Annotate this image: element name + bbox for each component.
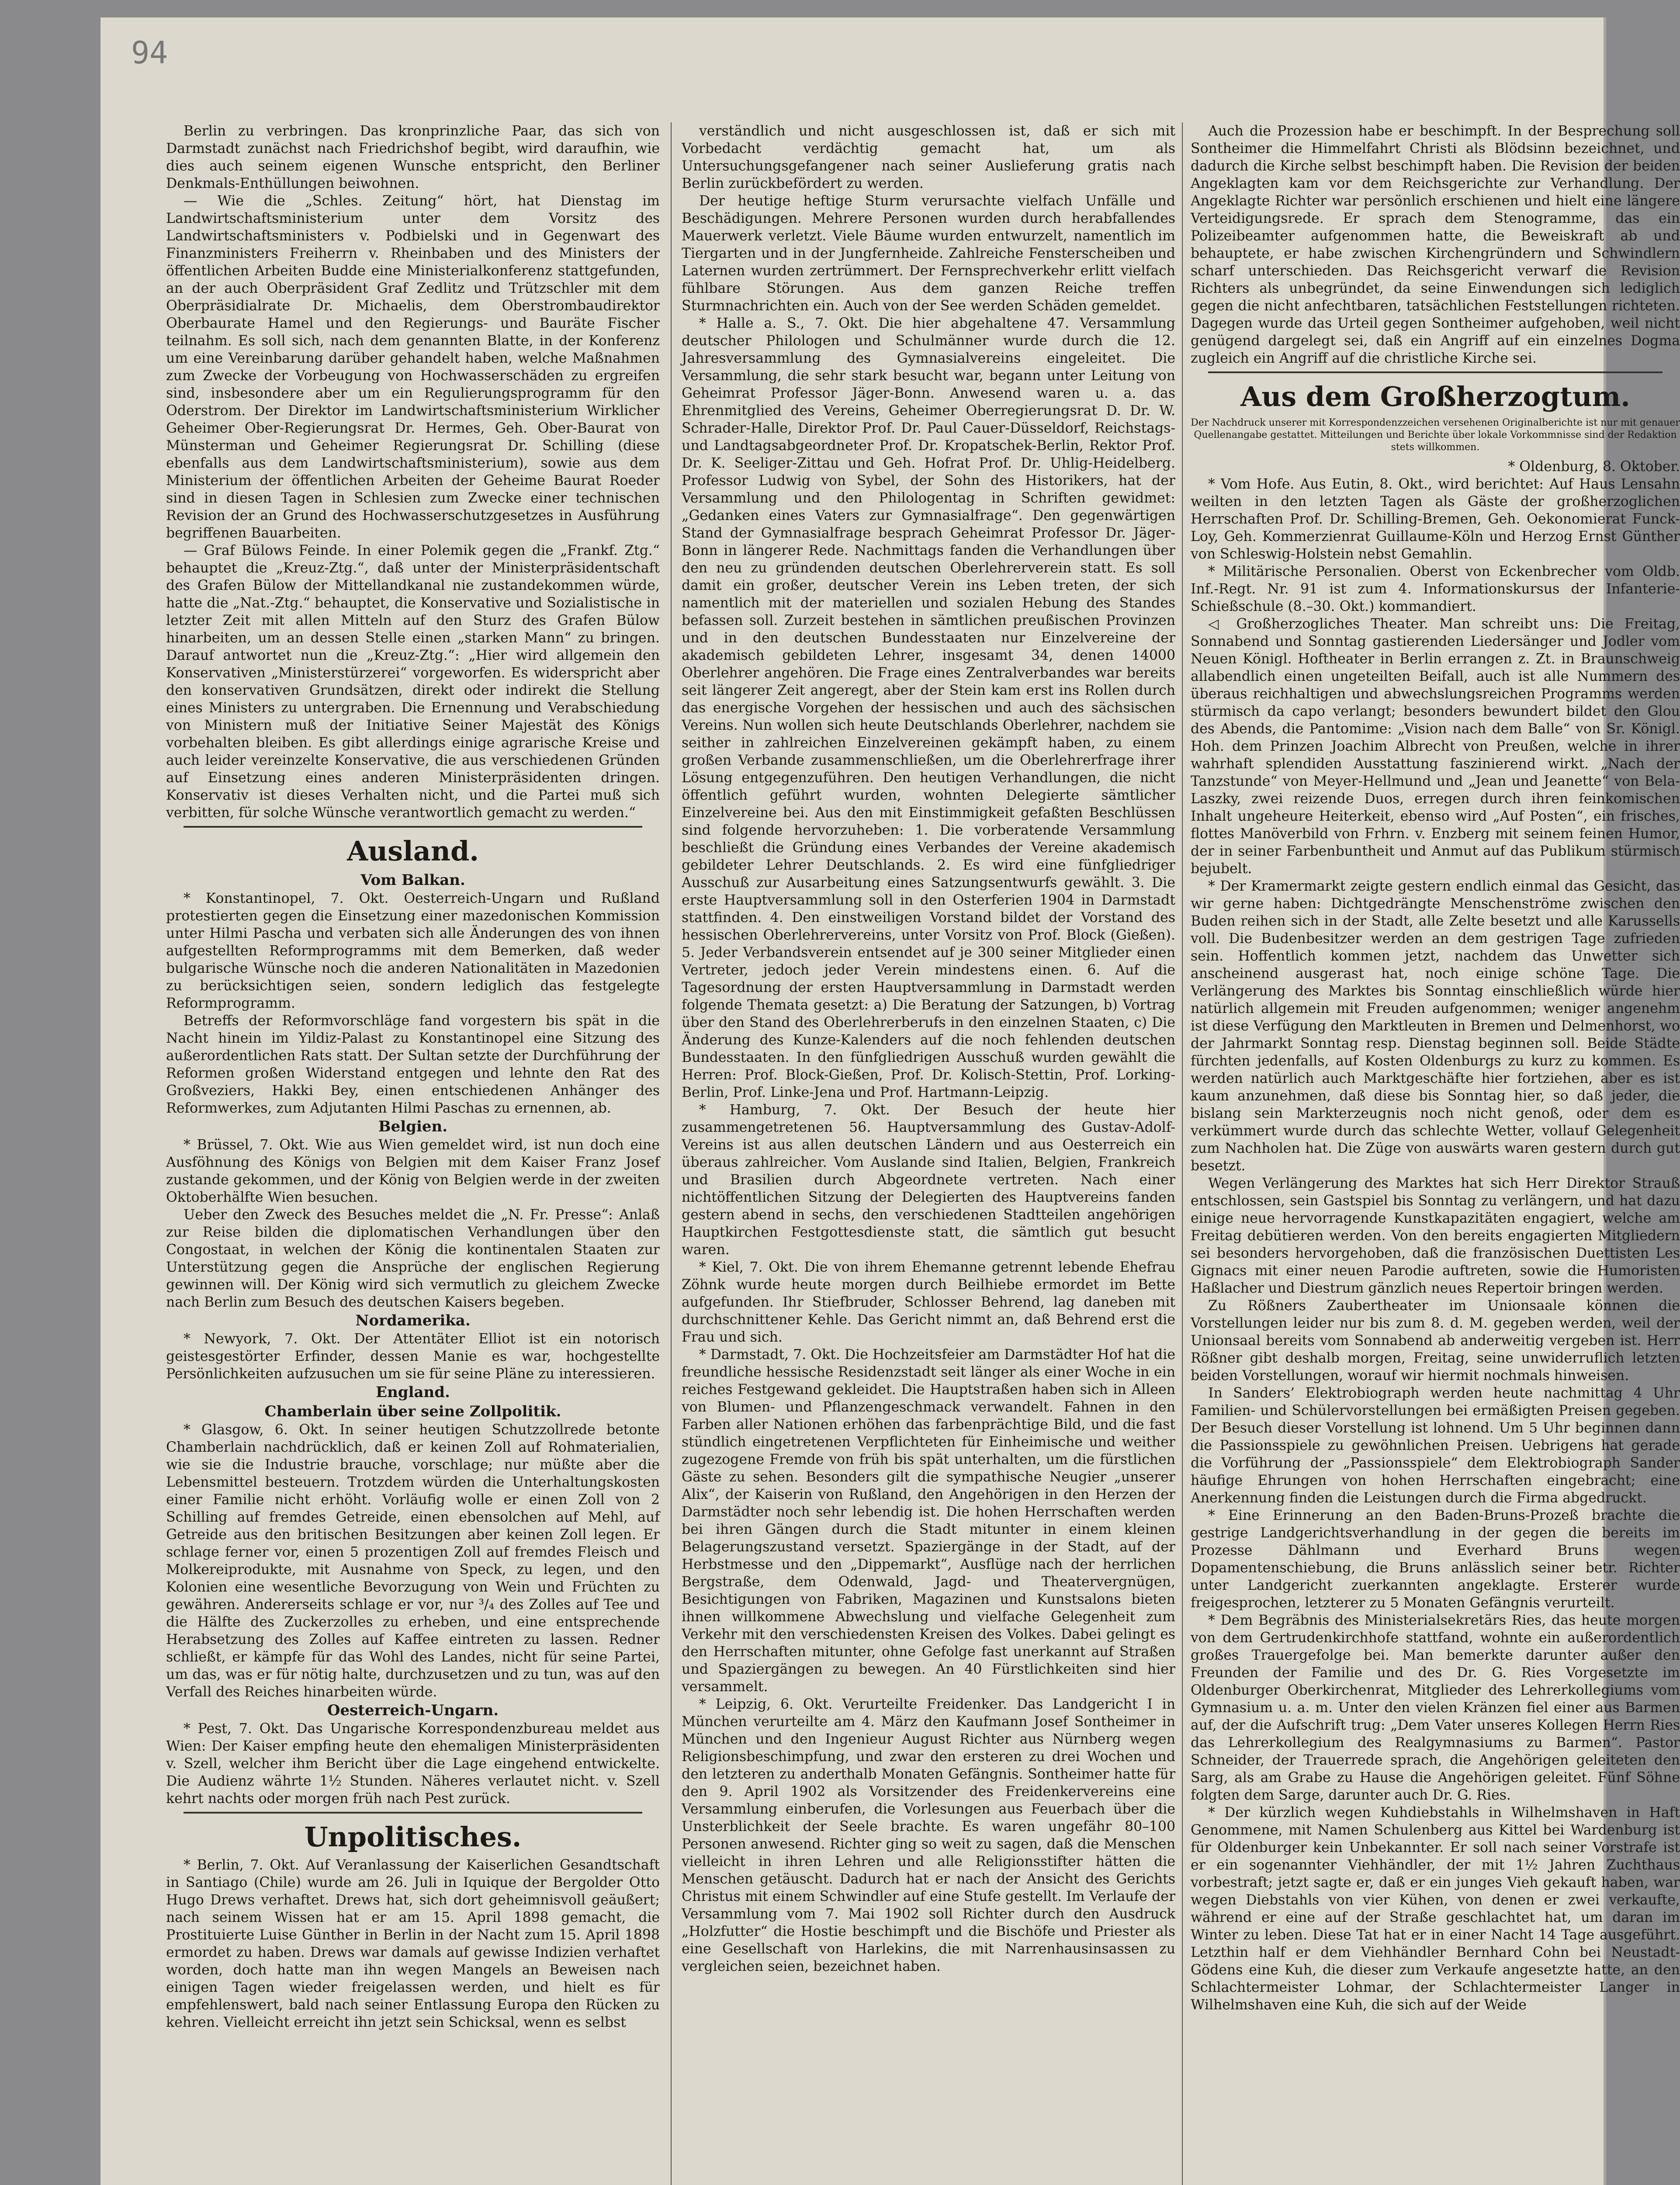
column-right [1191, 122, 1680, 2185]
article-paragraph: * Vom Hofe. Aus Eutin, 8. Okt., wird berichtet: Auf Haus Lensahn weilten in den letzten Tagen als Gäste der großherzoglichen Herrschaften Prof. Dr. Schilling-Bremen, Geh. Oekonomierat Funck-Loy, Geh. Kommerzienrat Guillaume-Köln und Herzog Ernst Günther von Schleswig-Holstein nebst Gemahlin. [1191, 476, 1680, 562]
article-paragraph: * Darmstadt, 7. Okt. Die Hochzeitsfeier am Darmstädter Hof hat die freundliche hessische Residenzstadt seit länger als einer Woche in ein reiches Festgewand gekleidet. Die Hauptstraßen haben sich in Alleen von Blumen- und Pflanzengeschmack verwandelt. Fahnen in den Farben aller Nationen erhöhen das farbenprächtige Bild, und die fast stündlich eingetretenen Verpflichteten für Einheimische und weither zugezogene Fremde von früh bis spät unterhalten, um die fürstlichen Gäste zu sehen. Besonders gilt die sympathische Neugier „unserer Alix“, der Kaiserin von Rußland, den Angehörigen in den Herzen der Darmstädter noch sehr lebendig ist. Die hohen Herrschaften werden bei ihren Gängen durch die Stadt mitunter in einem kleinen Belagerungszustand versetzt. Spaziergänge in der Stadt, auf der Herbstmesse und den „Dippemarkt“, Ausflüge nach der herrlichen Bergstraße, dem Odenwald, Jagd- und Theatervergnügen, Besichtigungen von Fabriken, Magazinen und Kunstsalons bieten ihnen willkommene Abwechslung und vielfache Gelegenheit zum Verkehr mit den verschiedensten Kreisen des Volkes. Dabei gelingt es den Herrschaften mitunter, ohne Gefolge fast unerkannt auf Straßen und Spaziergängen zu bewegen. An 40 Fürstlichkeiten sind hier versammelt. [682, 1347, 1175, 1695]
article-paragraph: In Sanders’ Elektrobiograph werden heute nachmittag 4 Uhr Familien- und Schülervorstellungen bei ermäßigten Preisen gegeben. Der Besuch dieser Vorstellung ist lohnend. Um 5 Uhr beginnen dann die Passionsspiele zu gewöhnlichen Preisen. Uebrigens hat gerade die Vorführung der „Passionsspiele“ dem Elektrobiograph Sander häufige Ehrungen von hohen Herrschaften eingebracht; eine Anerkennung finden die Leistungen durch die Firma abgedruckt. [1191, 1385, 1680, 1506]
article-paragraph: * Newyork, 7. Okt. Der Attentäter Elliot ist ein notorisch geistesgestörter Erfinder, dessen Manie es war, hochgestellte Persönlichkeiten aufzusuchen um sie für seine Pläne zu interessieren. [166, 1331, 660, 1382]
article-paragraph: * Brüssel, 7. Okt. Wie aus Wien gemeldet wird, ist nun doch eine Ausföhnung des Königs von Belgien mit dem Kaiser Franz Josef zustande gekommen, und der König von Belgien werde in der zweiten Oktoberhälfte Wien besuchen. [166, 1137, 660, 1205]
subsection-heading: Vom Balkan. [360, 871, 465, 889]
newspaper-page [100, 17, 1680, 2185]
section-heading: Aus dem Großherzogtum. [1240, 381, 1630, 413]
column-divider [671, 122, 672, 2185]
article-paragraph: Auch die Prozession habe er beschimpft. In der Besprechung soll Sontheimer die Himmelfahrt Christi als Blödsinn bezeichnet, und dadurch die Kirche selbst beschimpft haben. Die Revision der beiden Angeklagten kam vor dem Reichsgerichte zur Verhandlung. Der Angeklagte Richter war persönlich erschienen und hielt eine längere Verteidigungsrede. Er sprach dem Stenogramme, das ein Polizeibeamter aufgenommen hatte, die Beweiskraft ab und behauptete, er habe zwischen Kirchengründern und Schwindlern scharf unterschieden. Das Reichsgericht verwarf die Revision Richters als unbegründet, da seine Einwendungen sich lediglich gegen die nicht anfechtbaren, tatsächlichen Feststellungen richteten. Dagegen wurde das Urteil gegen Sontheimer aufgehoben, weil nicht genügend dargelegt sei, daß ein Angriff auf ein einzelnes Dogma zugleich ein Angriff auf die christliche Kirche sei. [1191, 123, 1680, 366]
article-paragraph: * Halle a. S., 7. Okt. Die hier abgehaltene 47. Versammlung deutscher Philologen und Schulmänner wurde durch die 12. Jahresversammlung des Gymnasialvereins eingeleitet. Die Versammlung, die sehr stark besucht war, begann unter Leitung von Geheimrat Professor Jäger-Bonn. Anwesend waren u. a. das Ehrenmitglied des Vereins, Geheimer Oberregierungsrat D. Dr. W. Schrader-Halle, Direktor Prof. Dr. Paul Cauer-Düsseldorf, Reichstags- und Landtagsabgeordneter Prof. Dr. Kropatschek-Berlin, Rektor Prof. Dr. K. Seeliger-Zittau und Geh. Hofrat Prof. Dr. Uhlig-Heidelberg. Professor Ludwig von Sybel, der Sohn des Historikers, hat der Versammlung und den Philologentag in Schriften gewidmet: „Gedanken eines Vaters zur Gymnasialfrage“. Den gegenwärtigen Stand der Gymnasialfrage besprach Geheimrat Professor Dr. Jäger-Bonn in längerer Rede. Nachmittags fanden die Verhandlungen über den neu zu gründenden deutschen Oberlehrerverein statt. Es soll damit ein großer, deutscher Verein ins Leben treten, der sich namentlich mit der materiellen und sozialen Hebung des Standes befassen soll. Zurzeit bestehen in sämtlichen preußischen Provinzen und in den deutschen Bundesstaaten nur Einzelvereine der akademisch gebildeten Lehrer, insgesamt 34, denen 14000 Oberlehrer angehören. Die Frage eines Zentralverbandes war bereits seit längerer Zeit angeregt, aber der Stein kam erst ins Rollen durch das energische Vorgehen der hessischen und auch des sächsischen Vereins. Nun wollen sich heute Deutschlands Oberlehrer, nachdem sie seither in zahlreichen Einzelvereinen gekämpft haben, zu einem großen Verbande zusammenschließen, um die Oberlehrerfrage ihrer Lösung entgegenzuführen. Den heutigen Verhandlungen, die nicht öffentlich geführt wurden, wohnten Delegierte sämtlicher Einzelvereine bei. Aus den mit Einstimmigkeit gefaßten Beschlüssen sind folgende hervorzuheben: 1. Die vorberatende Versammlung beschließt die Gründung eines Verbandes der Vereine akademisch gebildeter Lehrer Deutschlands. 2. Es wird eine fünfgliedriger Ausschuß zur Ausarbeitung eines Satzungsentwurfs gewählt. 3. Die erste Hauptversammlung soll in den Osterferien 1904 in Darmstadt stattfinden. 4. Den einstweiligen Vorstand bildet der Vorstand des hessischen Oberlehrervereins, unter Vorsitz von Prof. Block (Gießen). 5. Jeder Verbandsverein entsendet auf je 300 seiner Mitglieder einen Vertreter, jedoch jeder Verein mindestens einen. 6. Auf die Tagesordnung der ersten Hauptversammlung in Darmstadt werden folgende Themata gesetzt: a) Die Beratung der Satzungen, b) Vortrag über den Stand des Oberlehrerberufs in den einzelnen Staaten, c) Die Änderung des Kunze-Kalenders auf die noch fehlenden deutschen Bundesstaaten. In den fünfgliedrigen Ausschuß wurden gewählt die Herren: Prof. Block-Gießen, Prof. Dr. Kolisch-Stettin, Prof. Lorking-Berlin, Prof. Linke-Jena und Prof. Hartmann-Leipzig. [682, 316, 1175, 1100]
section-heading: Ausland. [347, 835, 479, 867]
section-heading: Unpolitisches. [304, 1821, 522, 1853]
article-paragraph: * Eine Erinnerung an den Baden-Bruns-Prozeß brachte die gestrige Landgerichtsverhandlung in der gegen die bereits im Prozesse Dählmann und Everhard Bruns wegen Dopamentenschiebung, die Bruns anlässlich seiner betr. Richter unter Landgericht zuerkannten angeklagte. Ersterer wurde freigesprochen, letzterer zu 5 Monaten Gefängnis verurteilt. [1191, 1508, 1680, 1611]
article-paragraph: ◁ Großherzogliches Theater. Man schreibt uns: Die Freitag, Sonnabend und Sonntag gastierenden Liedersänger und Jodler vom Neuen Königl. Hoftheater in Berlin errangen z. Zt. in Braunschweig allabendlich einen ungeteilten Beifall, auch ist alle Nummern des überaus reichhaltigen und abwechslungsreichen Programms werden stürmisch da capo verlangt; besonders bewundert bildet den Glou des Abends, die Pantomime: „Vision nach dem Balle“ von Sr. Königl. Hoh. dem Prinzen Joachim Albrecht von Preußen, welche in ihrer wahrhaft splendiden Ausstattung faszinierend wirkt. „Nach der Tanzstunde“ von Meyer-Hellmund und „Jean und Jeanette“ von Bela-Laszky, zwei reizende Duos, erregen durch ihren feinkomischen Inhalt ungeheure Heiterkeit, ebenso wird „Auf Posten“, ein frisches, flottes Manöverbild von Frhrn. v. Enzberg mit seinem feinen Humor, der in seiner Farbenbuntheit und Anmut auf das Publikum stürmisch bejubelt. [1191, 616, 1680, 877]
subsection-heading: Belgien. [378, 1118, 448, 1135]
article-paragraph: * Glasgow, 6. Okt. In seiner heutigen Schutzzollrede betonte Chamberlain nachdrücklich, daß er keinen Zoll auf Rohmaterialien, wie sie die Industrie brauche, vorschlage; nur müßte aber die Lebensmittel besteuern. Trotzdem würden die Unterhaltungskosten einer Familie nicht erhöht. Vorläufig wolle er einen Zoll von 2 Schilling auf fremdes Getreide, einen ebensolchen auf Mehl, auf Getreide aus den britischen Besitzungen aber keinen Zoll legen. Er schlage ferner vor, einen 5 prozentigen Zoll auf fremdes Fleisch und Molkereiprodukte, mit Ausnahme von Speck, zu legen, und den Kolonien eine wesentliche Bevorzugung von Wein und Früchten zu gewähren. Andererseits schlage er vor, nur ³/₄ des Zolles auf Tee und die Hälfte des Zuckerzolles zu erheben, und eine entsprechende Herabsetzung des Zolles auf Kaffee eintreten zu lassen. Redner schließt, er kämpfe für das Wohl des Landes, nicht für seine Partei, um das, was er für nötig halte, durchzusetzen und zu tun, was auf den Verfall des Reiches hinarbeiten würde. [166, 1422, 660, 1700]
article-paragraph: * Dem Begräbnis des Ministerialsekretärs Ries, das heute morgen von dem Gertrudenkirchhofe stattfand, wohnte ein außerordentlich großes Trauergefolge bei. Man bemerkte darunter außer den Freunden der Familie und des Dr. G. Ries Vorgesetzte im Oldenburger Oberkirchenrat, Mitglieder des Lehrerkollegiums vom Gymnasium u. a. m. Unter den vielen Kränzen fiel einer aus Barmen auf, der die Aufschrift trug: „Dem Vater unseres Kollegen Herrn Ries das Lehrerkollegium des Realgymnasiums zu Barmen“. Pastor Schneider, der Trauerrede sprach, die Angehörigen geleiteten den Sarg, als am Grabe zu Hause die Angehörigen geleitet. Fünf Söhne folgten dem Sarge, darunter auch Dr. G. Ries. [1191, 1613, 1680, 1803]
article-paragraph: — Graf Bülows Feinde. In einer Polemik gegen die „Frankf. Ztg.“ behauptet die „Kreuz-Ztg.“, daß unter der Ministerpräsidentschaft des Grafen Bülow der Mittellandkanal nie zustandekommen würde, hatte die „Nat.-Ztg.“ behauptet, die Konservative und Sozialistische in letzter Zeit mit allen Mitteln auf den Sturz des Grafen Bülow hinarbeiten, um an dessen Stelle einen „starken Mann“ zu bringen. Darauf antwortet nun die „Kreuz-Ztg.“: „Hier wird allgemein den Konservativen „Ministerstürzerei“ vorgeworfen. Es widerspricht aber den konservativen Grundsätzen, direkt oder indirekt die Stellung eines Ministers zu untergraben. Die Ernennung und Verabschiedung von Ministern muß der Initiative Seiner Majestät des Königs vorbehalten bleiben. Es gibt allerdings einige agrarische Kreise und auch leider vereinzelte Konservative, die aus verschiedenen Gründen auf Einsetzung eines anderen Ministerpräsidenten dringen. Konservativ ist dieses Verhalten nicht, und die Partei muß sich verbitten, für solche Wünsche verantwortlich gemacht zu werden.“ [166, 543, 660, 821]
subsection-heading: Nordamerika. [355, 1312, 471, 1329]
article-paragraph: * Der kürzlich wegen Kuhdiebstahls in Wilhelmshaven in Haft Genommene, mit Namen Schulenberg aus Kittel bei Wardenburg ist für Oldenburger kein Unbekannter. Er soll nach seiner Vorstrafe ist er ein sogenannter Viehhändler, der mit 1½ Jahren Zuchthaus vorbestraft; jetzt sagte er, daß er ein junges Vieh gekauft haben, war wegen Diebstahls von vier Kühen, von denen er zwei verkaufte, während er eine auf der Straße geschlachtet hat, um daran im Winter zu leben. Diese Tat hat er in einer Nacht 14 Tage ausgeführt. Letzthin half er dem Viehhändler Bernhard Cohn bei Neustadt-Gödens eine Kuh, die dieser zum Verkaufe angesetzte hatte, an den Schlachtermeister Lohmar, der Schlachtermeister Langer in Wilhelmshaven eine Kuh, die sich auf der Weide [1191, 1805, 1680, 2013]
article-paragraph: Ueber den Zweck des Besuches meldet die „N. Fr. Presse“: Anlaß zur Reise bilden die diplomatischen Verhandlungen über den Congostaat, in welchen der König die kontinentalen Staaten zur Unterstützung gegen die Ansprüche der englischen Regierung gewinnen will. Der König wird sich vermutlich zu gleichem Zwecke nach Berlin zum Besuch des deutschen Kaisers begeben. [166, 1207, 660, 1310]
subsection-heading: Oesterreich-Ungarn. [327, 1702, 499, 1719]
heading-rule [184, 1812, 642, 1814]
article-paragraph: * Leipzig, 6. Okt. Verurteilte Freidenker. Das Landgericht I in München verurteilte am 4. März den Kaufmann Josef Sontheimer in München und den Ingenieur August Richter aus Nürnberg wegen Religionsbeschimpfung, und zwar den ersteren zu drei Wochen und den letzteren zu anderthalb Monaten Gefängnis. Sontheimer hatte für den 9. April 1902 als Vorsitzender des Freidenkervereins eine Versammlung einberufen, die Vorlesungen aus Feuerbach über die Unsterblichkeit der Seele brachte. Es waren ungefähr 80–100 Personen anwesend. Richter ging so weit zu sagen, daß die Menschen vielleicht in ihren Lehren und alle Religionsstifter hätten die Menschen getäuscht. Dadurch hat er nach der Ansicht des Gerichts Christus mit einem Schwindler auf eine Stufe gestellt. Im Verlaufe der Versammlung vom 7. Mai 1902 soll Richter durch den Ausdruck „Holzfutter“ die Hostie beschimpft und die Bischöfe und Priester als eine Gesellschaft von Harlekins, die mit Narrenhausinsassen zu vergleichen seien, bezeichnet haben. [682, 1696, 1175, 1974]
heading-rule [184, 826, 642, 828]
article-paragraph: verständlich und nicht ausgeschlossen ist, daß er sich mit Vorbedacht verdächtig gemacht hat, um als Untersuchungsgefangener nach seiner Auslieferung gratis nach Berlin zurückbefördert zu werden. [682, 123, 1175, 191]
column-left [166, 122, 660, 2185]
page-number: 94 [131, 35, 168, 71]
article-paragraph: * Der Kramermarkt zeigte gestern endlich einmal das Gesicht, das wir gerne haben: Dichtgedrängte Menschenströme zwischen den Buden reihen sich in der Stadt, alle Zelte besetzt und alle Karussells voll. Die Budenbesitzer werden an dem gestrigen Tage zufrieden sein. Hoffentlich kommen jetzt, nachdem das Unwetter sich anscheinend ausgerast hat, noch einige schöne Tage. Die Verlängerung des Marktes bis Sonntag einschließlich würde hier natürlich allgemein mit Freuden aufgenommen; weniger angenehm ist diese Verfügung den Marktleuten in Bremen und Delmenhorst, wo der Jahrmarkt Sonntag resp. Dienstag beginnen soll. Beide Städte fürchten jedenfalls, auf Kosten Oldenburgs zu kurz zu kommen. Es werden natürlich auch Marktgeschäfte hier fortziehen, aber es ist kaum anzunehmen, daß diese bis Sonntag hier, so daß jeder, die bislang sein Markterzeugnis noch nicht genoß, oder dem es verkümmert wurde durch das schlechte Wetter, vollauf Gelegenheit zum Nachholen hat. Die Züge von auswärts waren gestern durch gut besetzt. [1191, 878, 1680, 1174]
article-paragraph: Der heutige heftige Sturm verursachte vielfach Unfälle und Beschädigungen. Mehrere Personen wurden durch herabfallendes Mauerwerk verletzt. Viele Bäume wurden entwurzelt, namentlich im Tiergarten und in der Jungfernheide. Zahlreiche Fensterscheiben und Laternen wurden zertrümmert. Der Fernsprechverkehr erlitt vielfach fühlbare Störungen. Aus dem ganzen Reiche treffen Sturmnachrichten ein. Auch von der See werden Schäden gemeldet. [682, 193, 1175, 314]
article-paragraph: * Berlin, 7. Okt. Auf Veranlassung der Kaiserlichen Gesandtschaft in Santiago (Chile) wurde am 26. Juli in Iquique der Bergolder Otto Hugo Drews verhaftet. Drews hat, sich dort geheimnisvoll geäußert; nach seinem Wissen hat er am 15. April 1898 gemacht, die Prostituierte Luise Günther in Berlin in der Nacht zum 15. April 1898 ermordet zu haben. Drews war damals auf gewisse Indizien verhaftet worden, doch hatte man ihn wegen Mangels an Beweisen nach einigen Tagen wieder freigelassen werden, und hielt es für empfehlenswert, bald nach seiner Entlassung Europa den Rücken zu kehren. Vielleicht erreicht ihn jetzt sein Schicksal, wenn es selbst [166, 1857, 660, 2030]
article-paragraph: * Pest, 7. Okt. Das Ungarische Korrespondenzbureau meldet aus Wien: Der Kaiser empfing heute den ehemaligen Ministerpräsidenten v. Szell, welcher ihm Bericht über die Lage eingehend entwickelte. Die Audienz währte 1½ Stunden. Näheres verlautet nicht. v. Szell kehrt nachts oder morgen früh nach Pest zurück. [166, 1721, 660, 1807]
article-paragraph: Berlin zu verbringen. Das kronprinzliche Paar, das sich von Darmstadt zunächst nach Friedrichshof begibt, wird daraufhin, wie dies auch seinem eigenen Wunsche entspricht, den Berliner Denkmals-Enthüllungen beiwohnen. [166, 123, 660, 191]
article-paragraph: Wegen Verlängerung des Marktes hat sich Herr Direktor Strauß entschlossen, sein Gastspiel bis Sonntag zu verlängern, und hat dazu einige neue hervorragende Kunstkapazitäten engagiert, welche am Freitag debütieren werden. Von den bereits engagierten Mitgliedern sei besonders hervorgehoben, daß die französischen Duettisten Les Gignacs mit einer neuen Parodie auftreten, sowie die Humoristen Haßlacher und Diestrum gänzlich neues Repertoir bringen werden. [1191, 1176, 1680, 1296]
subsection-heading: England. [376, 1384, 450, 1401]
article-paragraph: Betreffs der Reformvorschläge fand vorgestern bis spät in die Nacht hinein im Yildiz-Palast zu Konstantinopel eine Sitzung des außerordentlichen Rats statt. Der Sultan setzte der Durchführung der Reformen großen Widerstand entgegen und lehnte den Rat des Großveziers, Hakki Bey, einen entschiedenen Anhänger des Reformwerkes, zum Adjutanten Hilmi Paschas zu ernennen, ab. [166, 1013, 660, 1116]
article-paragraph: * Konstantinopel, 7. Okt. Oesterreich-Ungarn und Rußland protestierten gegen die Einsetzung einer mazedonischen Kommission unter Hilmi Pascha und verbaten sich alle Änderungen des von ihnen aufgestellten Reformprogramms mit dem Bemerken, daß weder bulgarische Wünsche noch die anderen Nationalitäten in Mazedonien zu berücksichtigen seien, sondern lediglich das festgelegte Reformprogramm. [166, 891, 660, 1011]
subsection-heading: Chamberlain über seine Zollpolitik. [264, 1403, 561, 1420]
column-divider [1182, 122, 1183, 2185]
article-paragraph: Zu Rößners Zaubertheater im Unionsaale können die Vorstellungen leider nur bis zum 8. d. M. gegeben werden, weil der Unionsaal bereits vom Sonnabend ab anderweitig vergeben ist. Herr Rößner gibt deshalb morgen, Freitag, seine unwiderruflich letzten beiden Vorstellungen, worauf wir hiermit nochmals hinweisen. [1191, 1298, 1680, 1384]
dateline: * Oldenburg, 8. Oktober. [1508, 459, 1680, 475]
heading-rule [1208, 371, 1663, 373]
article-paragraph: * Militärische Personalien. Oberst von Eckenbrecher vom Oldb. Inf.-Regt. Nr. 91 ist zum 4. Informationskursus der Infanterie-Schießschule (8.–30. Okt.) kommandiert. [1191, 564, 1680, 614]
article-paragraph: * Hamburg, 7. Okt. Der Besuch der heute hier zusammengetretenen 56. Hauptversammlung des Gustav-Adolf-Vereins ist aus allen deutschen Ländern und aus Oesterreich ein überaus zahlreicher. Vom Auslande sind Italien, Belgien, Frankreich und Brasilien durch Abgeordnete vertreten. Nach einer nichtöffentlichen Sitzung der Delegierten des Hauptvereins fanden gestern abend in sechs, den verschiedenen Stadtteilen angehörigen Hauptkirchen Festgottesdienste statt, die sämtlich gut besucht waren. [682, 1102, 1175, 1258]
article-paragraph: * Kiel, 7. Okt. Die von ihrem Ehemanne getrennt lebende Ehefrau Zöhnk wurde heute morgen durch Beilhiebe ermordet im Bette aufgefunden. Ihr Stiefbruder, Schlosser Behrend, lag daneben mit durchschnittener Kehle. Das Gericht nimmt an, daß Behrend erst die Frau und sich. [682, 1259, 1175, 1345]
column-middle [682, 122, 1175, 2185]
article-paragraph: — Wie die „Schles. Zeitung“ hört, hat Dienstag im Landwirtschaftsministerium unter dem Vorsitz des Landwirtschaftsministers v. Podbielski und in Gegenwart des Finanzministers Freiherrn v. Rheinbaben und des Ministers der öffentlichen Arbeiten Budde eine Ministerialkonferenz stattgefunden, an der auch Oberpräsident Graf Zedlitz und Trützschler mit dem Oberpräsidialrate Dr. Michaelis, dem Oberstrombaudirektor Oberbaurate Hamel und den Regierungs- und Bauräte Fischer teilnahm. Es soll sich, nach dem genannten Blatte, in der Konferenz um eine Vereinbarung darüber gehandelt haben, welche Maßnahmen zum Zwecke der Vorbeugung von Hochwasserschäden zu ergreifen sind, insbesondere aber um ein Regulierungsprogramm für den Oderstrom. Der Direktor im Landwirtschaftsministerium Wirklicher Geheimer Ober-Regierungsrat Dr. Hermes, Geh. Ober-Baurat von Münsterman und Geheimer Regierungsrat Dr. Schilling (diese ebenfalls aus dem Landwirtschaftsministerium), sowie aus dem Ministerium der öffentlichen Arbeiten der Geheime Baurat Roeder sind in diesen Tagen in Schlesien zum Zwecke einer technischen Revision der an Grund des Hochwasserschutzgesetzes in Ausführung begriffenen Bauarbeiten. [166, 193, 660, 541]
reprint-note: Der Nachdruck unserer mit Korrespondenzzeichen versehenen Originalberichte ist nur mit genauer Quellenangabe gestattet. Mitteilungen und Berichte über lokale Vorkommnisse sind der Redaktion stets willkommen. [1191, 417, 1680, 453]
